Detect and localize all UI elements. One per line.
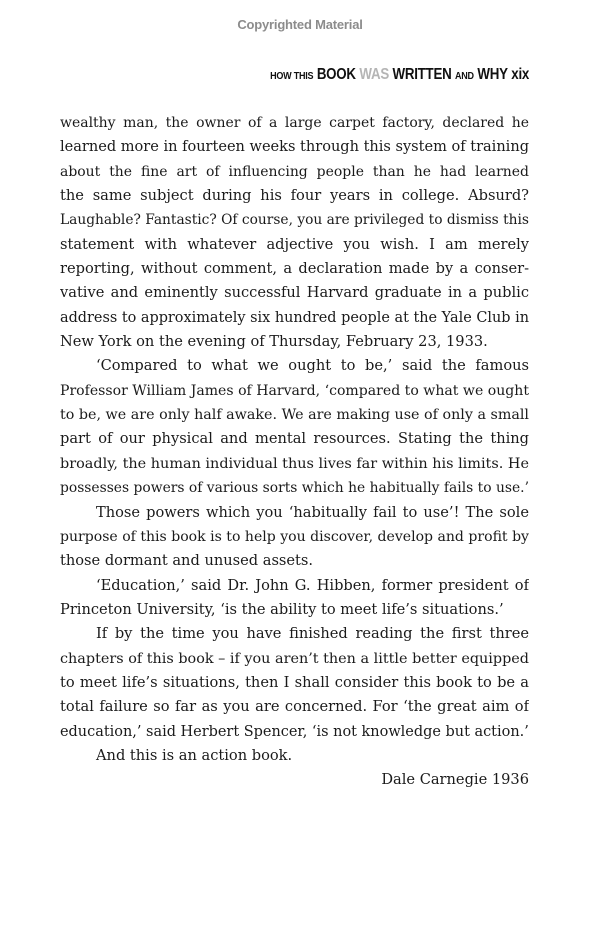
- copyright-watermark-top: Copyrighted Material: [237, 17, 363, 32]
- running-head-why: WHY: [477, 66, 508, 83]
- body-line: broadly, the human individual thus lives far within his limits. He: [60, 455, 529, 472]
- body-line: reporting, without comment, a declaration made by a conser-: [60, 260, 529, 278]
- page-number: xix: [511, 66, 529, 83]
- body-line: Laughable? Fantastic? Of course, you are privileged to dismiss this: [60, 212, 529, 229]
- body-line: Princeton University, ‘is the ability to meet life’s situations.’: [60, 600, 504, 618]
- body-line: the same subject during his four years in college. Absurd?: [60, 187, 529, 205]
- running-head-was: WAS: [359, 66, 389, 83]
- body-line: to meet life’s situations, then I shall consider this book to be a: [60, 673, 529, 691]
- body-line: those dormant and unused assets.: [60, 552, 314, 570]
- running-head-and: AND: [454, 70, 474, 82]
- body-line: learned more in fourteen weeks through this system of training: [60, 139, 529, 156]
- body-line: education,’ said Herbert Spencer, ‘is not knowledge but action.’: [60, 723, 529, 740]
- running-head: [270, 66, 529, 84]
- body-line: to be, we are only half awake. We are making use of only a small: [60, 407, 529, 424]
- body-line: vative and eminently successful Harvard graduate in a public: [60, 284, 529, 302]
- body-line: part of our physical and mental resources. Stating the thing: [60, 430, 529, 448]
- body-line: ‘Education,’ said Dr. John G. Hibben, former president of: [96, 576, 529, 594]
- body-line: And this is an action book.: [96, 746, 293, 764]
- body-line: New York on the evening of Thursday, February 23, 1933.: [60, 333, 488, 351]
- running-head-how-this: HOW THIS: [270, 70, 314, 82]
- signature: Dale Carnegie 1936: [381, 771, 529, 789]
- body-line: purpose of this book is to help you discover, develop and profit by: [60, 528, 529, 545]
- body-line: Professor William James of Harvard, ‘compared to what we ought: [60, 382, 529, 399]
- body-line: possesses powers of various sorts which he habitually fails to use.’: [60, 480, 529, 497]
- body-line: wealthy man, the owner of a large carpet factory, declared he: [60, 115, 529, 131]
- body-line: If by the time you have finished reading the first three: [96, 625, 529, 643]
- body-text: [60, 111, 529, 793]
- running-head-book: BOOK: [316, 66, 356, 83]
- body-line: total failure so far as you are concerned. For ‘the great aim of: [60, 698, 529, 716]
- running-head-written: WRITTEN: [392, 66, 452, 83]
- body-line: statement with whatever adjective you wish. I am merely: [60, 235, 529, 253]
- body-line: about the fine art of influencing people than he had learned: [60, 163, 529, 180]
- body-line: chapters of this book – if you aren’t then a little better equipped: [60, 650, 529, 667]
- body-line: address to approximately six hundred people at the Yale Club in: [60, 309, 529, 326]
- body-line: ‘Compared to what we ought to be,’ said the famous: [96, 357, 529, 375]
- body-line: Those powers which you ‘habitually fail to use’! The sole: [96, 503, 529, 521]
